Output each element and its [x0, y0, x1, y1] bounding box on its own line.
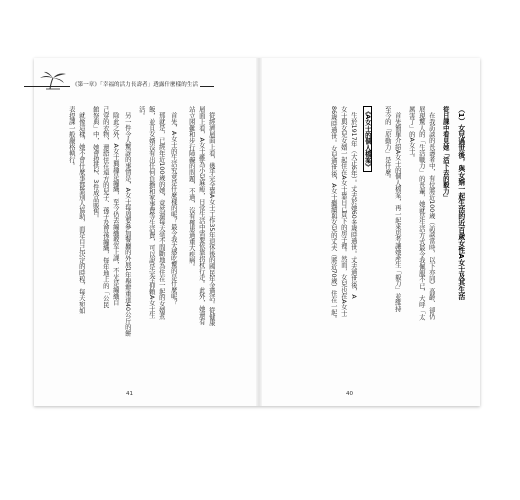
section-heading: （1）女兒過世後，與女婿一起生活的近百歲女性A女士及其生活 — [456, 106, 465, 300]
paragraph-line: 在我訪談的長壽者中，有位將近100歲（訪談當時，以下亦同）高齡、卻仍 — [427, 112, 435, 320]
paragraph-line: 館祭典」中，她會提供2、3件成品販售。 — [91, 106, 99, 222]
palm-tree-icon — [36, 70, 70, 90]
paragraph-line: 首先簡單介紹A女士的個人檔案，再一起來思考讓她產生「毅力」並維持 — [393, 112, 401, 312]
paragraph-line: 那就是，已經年近100歲的她，竟然還每天毫不間斷地為住在一起的女婿煮 — [157, 112, 165, 320]
book-gutter — [256, 58, 262, 406]
page-number-right: 40 — [346, 391, 353, 397]
paragraph-line: 展現驚人的「生活戰力」的長輩，她就是生活方式最令我佩服不已，大呼「太 — [417, 106, 425, 321]
paragraph-line: 生於1917年（大正6年）。丈夫於她60多歲時過世。丈夫過世後，A — [349, 112, 357, 299]
subheading: 從日課中看見她「活下去的毅力」 — [441, 106, 449, 201]
paragraph-line: 飯，並且女婿沒有出任何負擔和家事費等生活費，可以說是完全仰賴A女士生 — [147, 106, 155, 319]
paragraph-line: 從經濟層面上看，幾乎完全靠A女士工作35年退休後的國民年金過活。從健康 — [207, 112, 215, 326]
chapter-header: 《第一章》「幸福的活力長壽者」透露什麼樣的生活 — [72, 82, 199, 88]
paragraph-line: 厲害了」的A女士。 — [407, 106, 415, 161]
paragraph-line: 除此之外，A女士興趣是編織，至今仍去編織教室上課，不光是編織自 — [111, 112, 119, 306]
paragraph-line: 層面上看，A女士雖為小兒麻痺，日常生活中需要依靠拐杖行走。此外，她還有 — [197, 106, 205, 325]
paragraph-line: 86歲時過世。女兒過世後，A女士繼續與女兒的丈夫（將近70歲）住在一起。 — [329, 106, 337, 322]
paragraph-line: 己穿的衣物，還給住在遠方的兒子、孫子及曾孫編織，每年地上的「公民 — [101, 106, 109, 308]
paragraph-line: 首先，A女士的生活究竟是什麼樣的呢？最令我大感吃驚的是什麼呢？ — [169, 112, 177, 306]
paragraph-line: 女士與女兒女婿一起住在A女士靠自己買下的房子裡。然而，女兒也在A女士 — [339, 106, 347, 317]
profile-heading: 《A女士的個人檔案》 — [363, 108, 371, 170]
paragraph-line: 至今的「原動力」是什麼。 — [383, 106, 391, 182]
paragraph-line: 表提課一般嚴格執行。 — [67, 106, 75, 169]
paragraph-line: 就像這樣，她不會什麼事都靠別人協助，而是自己決定的時程，每天宛如 — [77, 112, 85, 314]
paragraph-line: 站立困難和步行障礙的問題，不過，沒有罹患過重大疾病。 — [187, 106, 195, 270]
paragraph-line: 活。 — [137, 106, 145, 119]
paragraph-line: 另一件令人驚訝的事情是，A女士每周要參加餐廳的外展1年舉辦重達40公斤的餅 — [123, 112, 131, 337]
page-number-left: 41 — [126, 391, 133, 397]
